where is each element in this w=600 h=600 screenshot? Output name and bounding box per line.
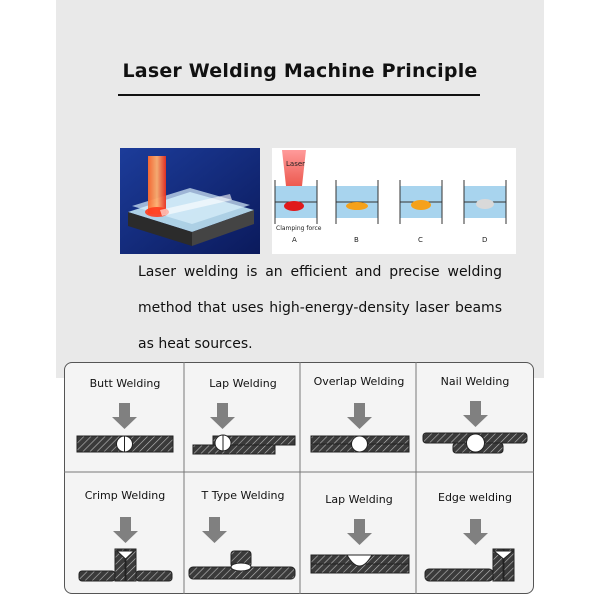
step-label-d: D xyxy=(482,236,488,244)
weld-type-lap-2 xyxy=(301,473,417,593)
step-label-b: B xyxy=(354,236,359,244)
weld-type-t xyxy=(185,473,301,593)
butt-weld-icon xyxy=(65,363,185,473)
crimp-weld-icon xyxy=(65,473,185,593)
weld-type-label: T Type Welding xyxy=(201,489,285,502)
weld-type-lap xyxy=(185,363,301,473)
description-text: Laser welding is an efficient and precise welding method that uses high-energy-density laser beams as heat sources. xyxy=(138,264,502,352)
laser-block-illustration xyxy=(120,148,260,254)
step-b-diagram xyxy=(336,180,378,224)
clamping-label: Clamping force xyxy=(276,225,322,232)
weld-type-label: Edge welding xyxy=(438,491,512,504)
t-weld-icon xyxy=(185,473,301,593)
step-d-diagram xyxy=(464,180,506,224)
weld-type-label: Nail Welding xyxy=(440,375,510,388)
weld-type-label: Lap Welding xyxy=(209,377,277,390)
nail-weld-icon xyxy=(417,363,533,473)
step-label-a: A xyxy=(292,236,297,244)
weld-type-butt xyxy=(65,363,185,473)
step-a-diagram xyxy=(275,150,322,232)
weld-type-label: Butt Welding xyxy=(89,377,161,390)
weld-type-label: Overlap Welding xyxy=(313,375,405,388)
page-title: Laser Welding Machine Principle xyxy=(122,60,478,82)
weld-type-label: Crimp Welding xyxy=(84,489,166,502)
edge-weld-icon xyxy=(417,473,533,593)
weld-type-overlap xyxy=(301,363,417,473)
lap-weld-icon xyxy=(185,363,301,473)
weld-type-edge xyxy=(417,473,533,593)
weld-type-crimp xyxy=(65,473,185,593)
step-label-c: C xyxy=(418,236,423,244)
lap-weld-2-icon xyxy=(301,473,417,593)
welding-types-grid xyxy=(64,362,534,594)
welding-process-diagram xyxy=(272,148,516,254)
overlap-weld-icon xyxy=(301,363,417,473)
weld-type-nail xyxy=(417,363,533,473)
weld-type-label: Lap Welding xyxy=(325,493,393,506)
laser-label: Laser xyxy=(286,160,306,168)
step-c-diagram xyxy=(400,180,442,224)
title-underline xyxy=(118,94,480,96)
